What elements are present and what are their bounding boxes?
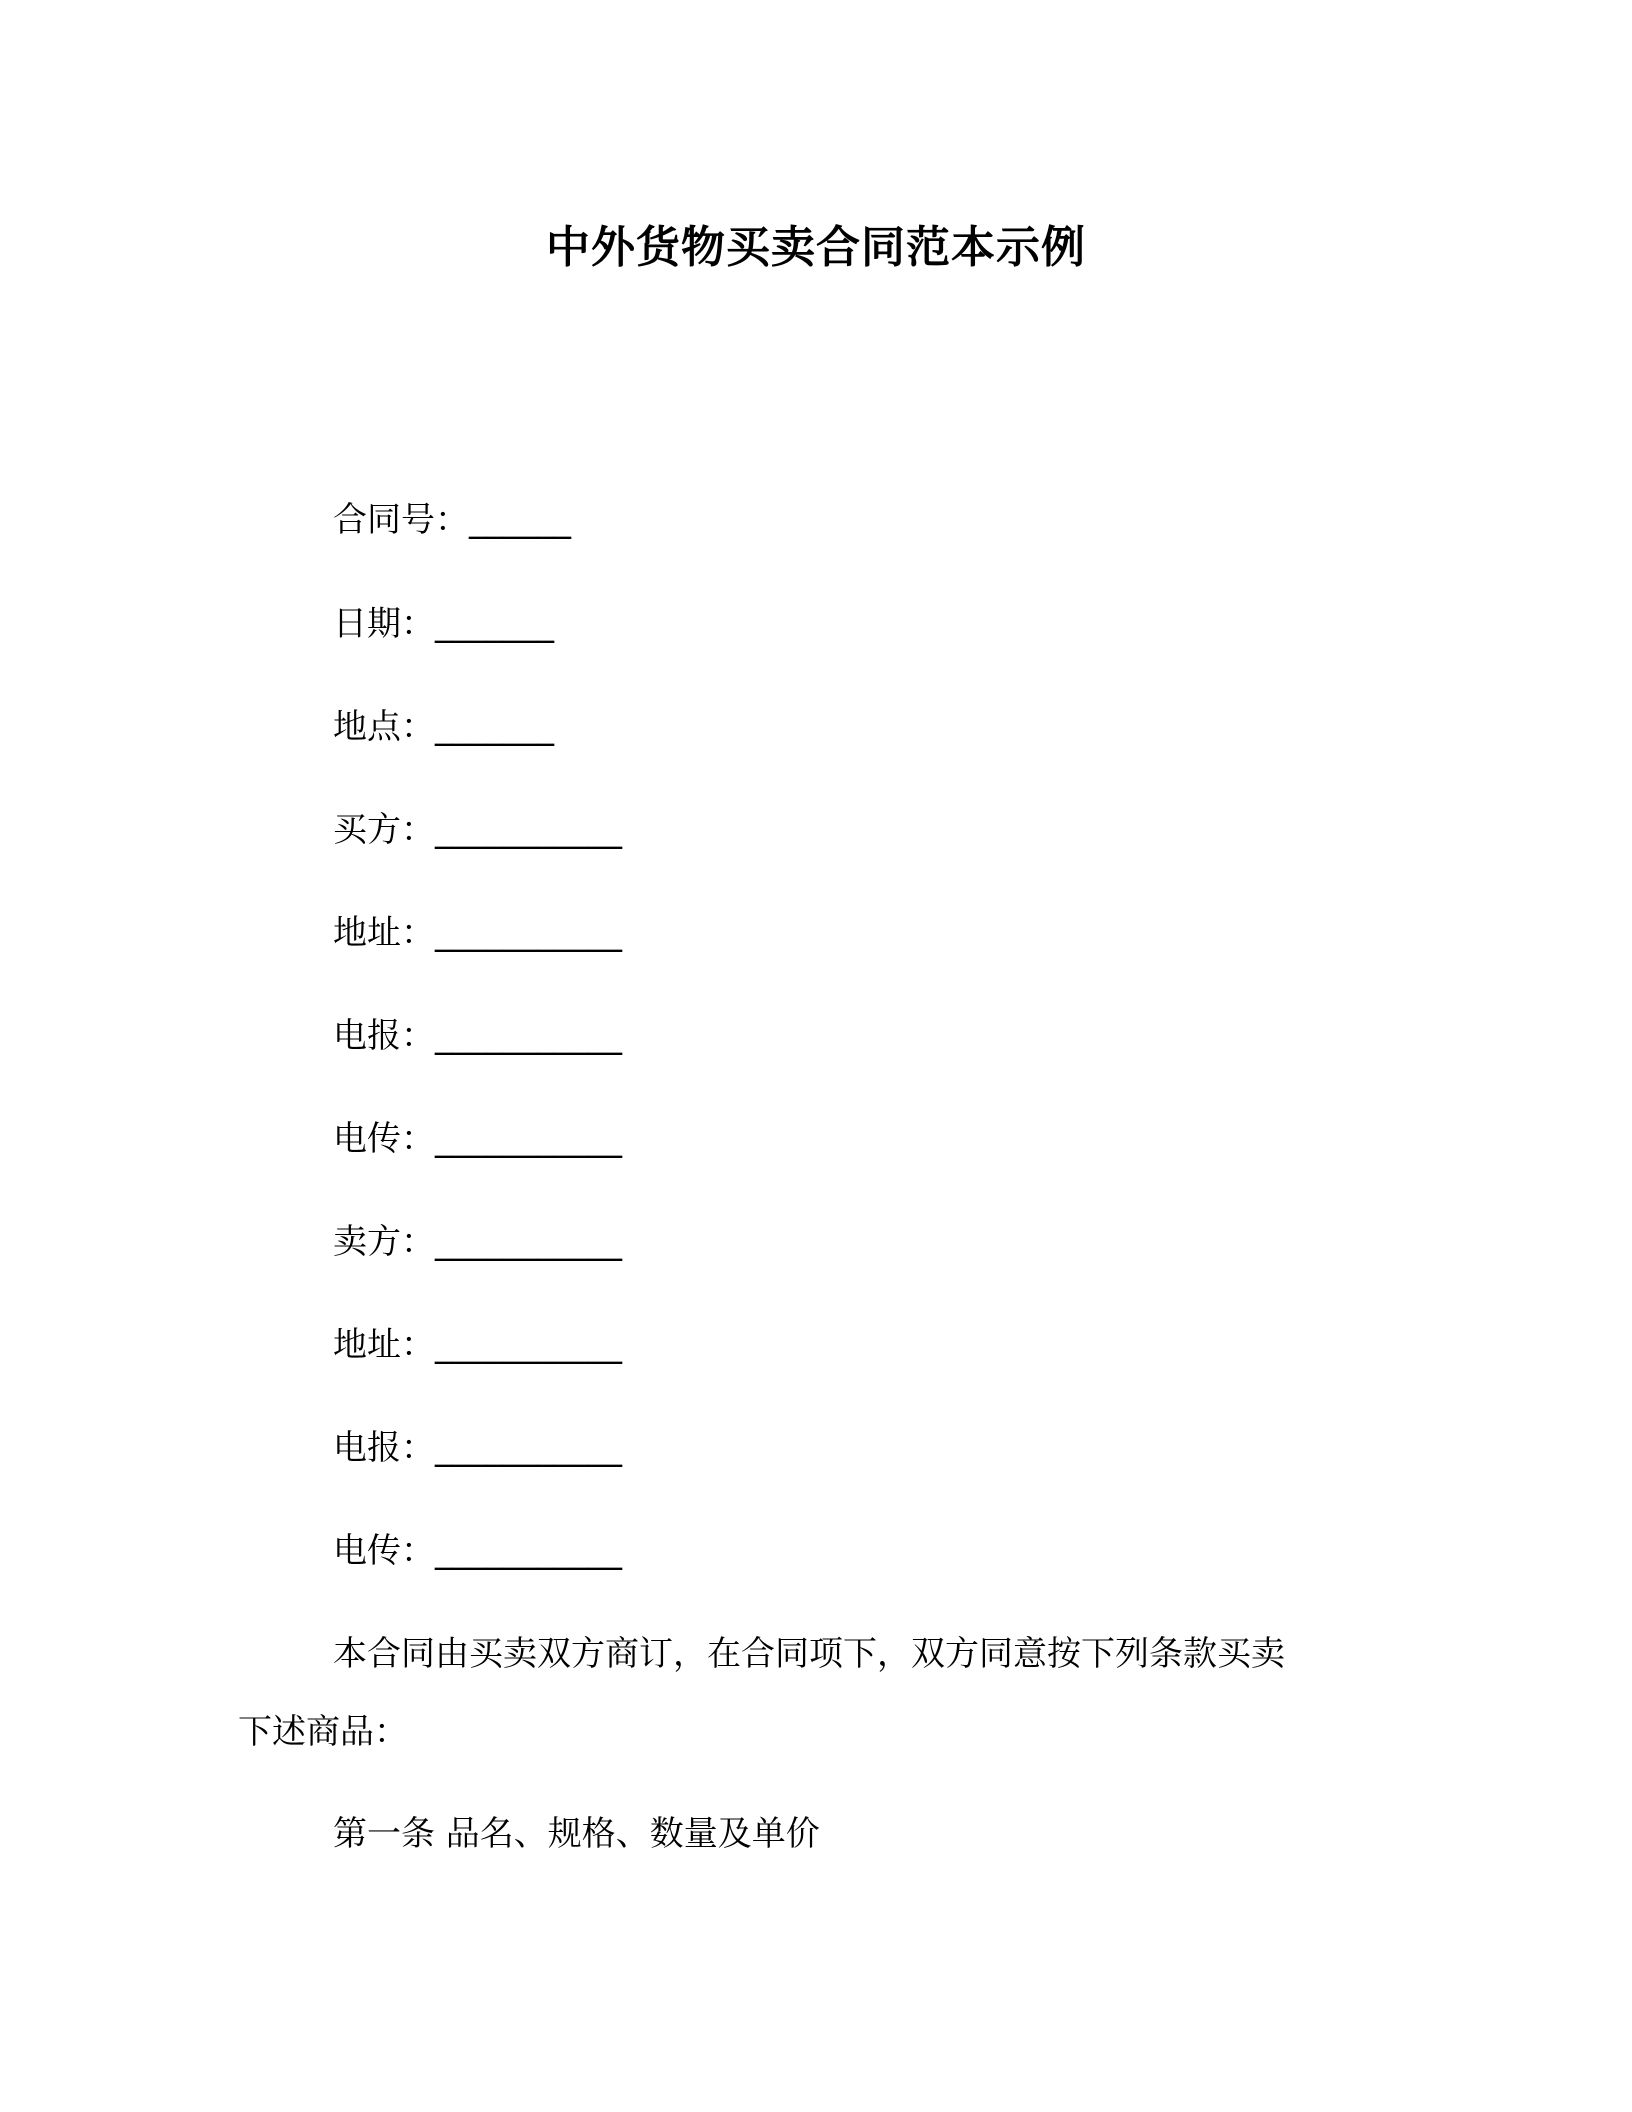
buyer-telegram-field: 电报：___________ <box>333 1016 622 1056</box>
article-1-heading: 第一条 品名、规格、数量及单价 <box>333 1814 820 1854</box>
buyer-telex-field: 电传：___________ <box>333 1119 622 1159</box>
seller-field: 卖方：___________ <box>333 1222 622 1262</box>
seller-telex-field: 电传：___________ <box>333 1531 622 1571</box>
document-title: 中外货物买卖合同范本示例 <box>546 222 1086 273</box>
seller-telegram-field: 电报：___________ <box>333 1428 622 1468</box>
date-field: 日期：_______ <box>333 604 554 644</box>
buyer-field: 买方：___________ <box>333 810 622 850</box>
location-field: 地点：_______ <box>333 707 554 747</box>
intro-paragraph-line-2: 下述商品： <box>238 1712 408 1752</box>
buyer-address-field: 地址：___________ <box>333 913 622 953</box>
contract-number-field: 合同号：______ <box>333 500 571 540</box>
intro-paragraph-line-1: 本合同由买卖双方商订，在合同项下，双方同意按下列条款买卖 <box>333 1634 1285 1674</box>
seller-address-field: 地址：___________ <box>333 1325 622 1365</box>
